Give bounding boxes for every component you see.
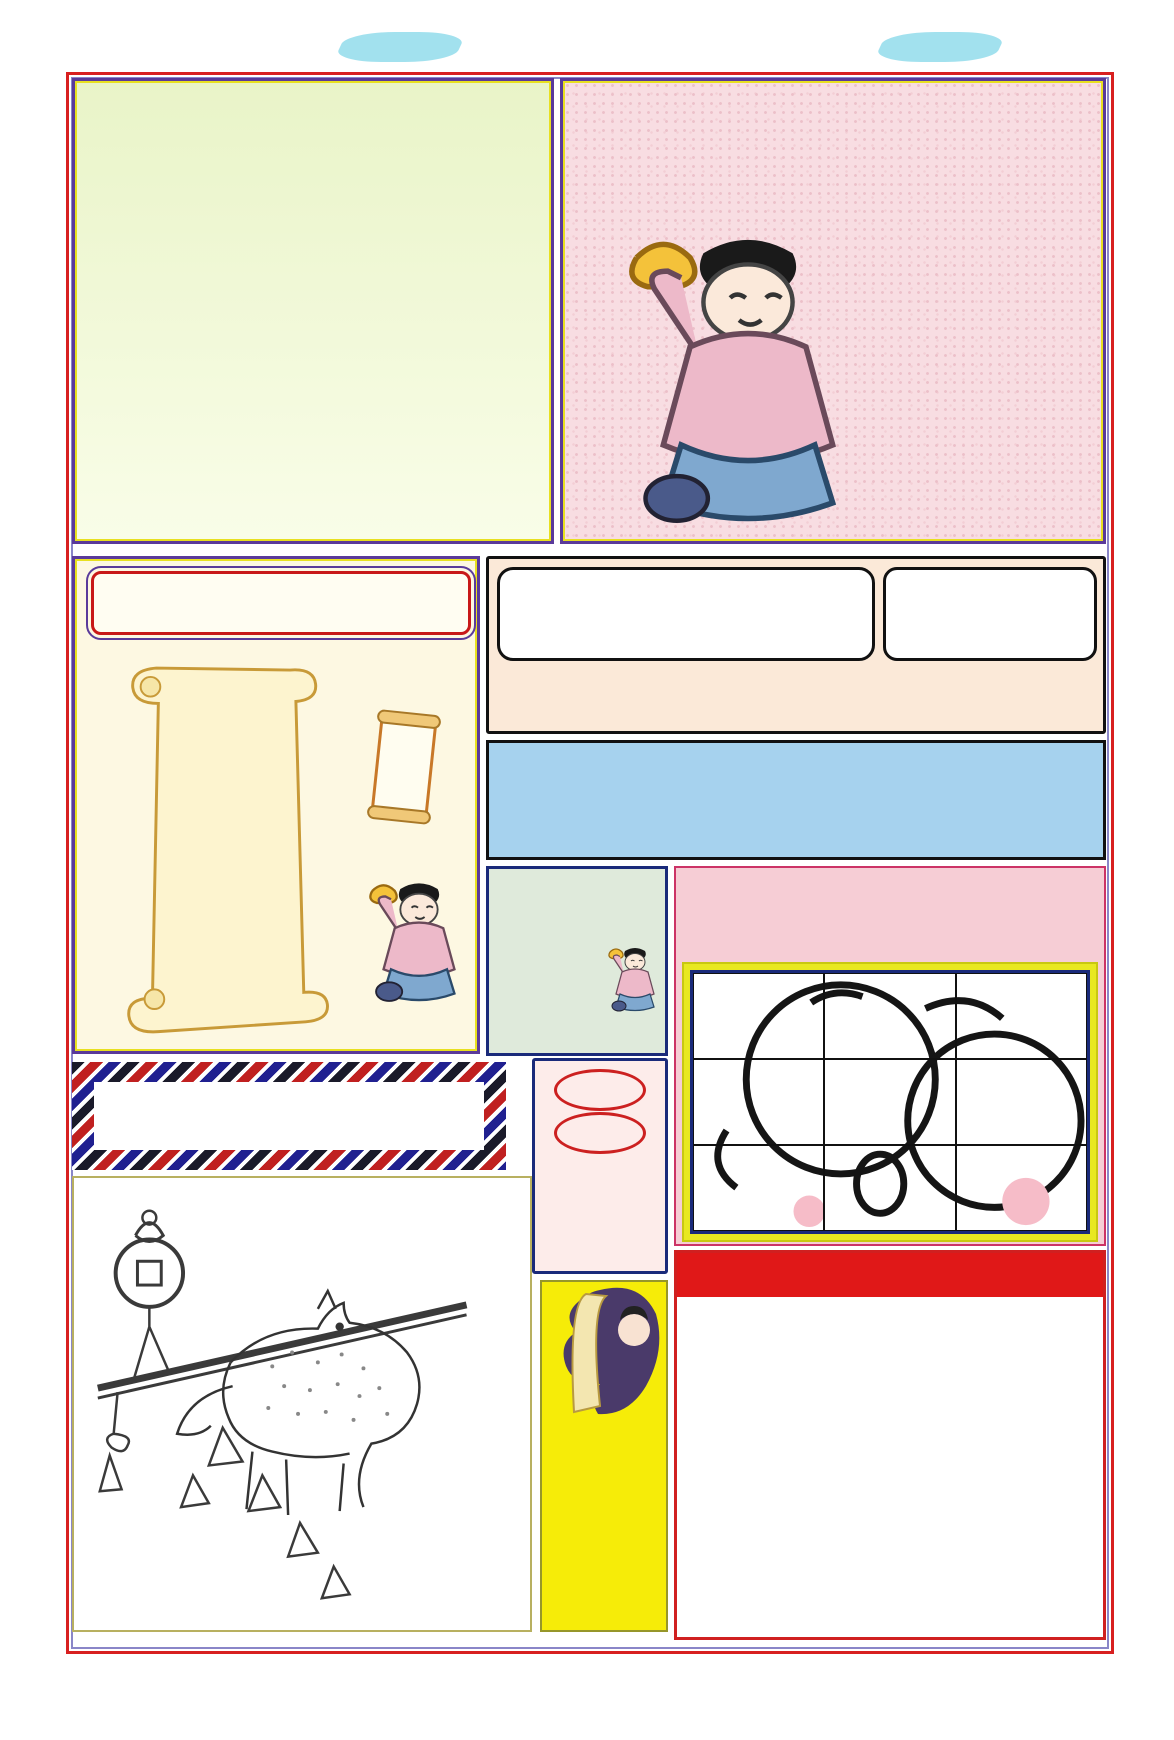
- right-border-strip: [1116, 0, 1172, 1740]
- yellow-poem-lines: [544, 1430, 660, 1628]
- mini-scroll-art: [365, 708, 442, 826]
- left-border-strip: [2, 0, 58, 1740]
- tips-commentary-part1: [375, 119, 543, 533]
- poem-title-frame: [91, 571, 471, 635]
- history-title: [677, 1253, 1103, 1297]
- jinqi-tema-box: [532, 1058, 668, 1274]
- mystery-drawing-box: [72, 1176, 532, 1632]
- yellow-poem-box: [540, 1280, 668, 1632]
- top-decor-row: [66, 30, 1108, 66]
- jinqi-double-oval: [554, 1112, 646, 1154]
- hk-draw-result-panel: [497, 567, 875, 661]
- fortune-boy-illustration-small: [605, 913, 665, 1049]
- steelyard-wolf-art: [74, 1178, 530, 1630]
- zodiac-puzzle: [690, 970, 1090, 1234]
- songma-star-numbers: [491, 903, 615, 1055]
- puzzle-grid-lines: [693, 973, 1087, 1231]
- masthead-box: [560, 78, 1106, 544]
- tema-box: [674, 866, 1106, 1246]
- poem-box: [72, 556, 480, 1054]
- tips-commentary-part2: [85, 293, 377, 535]
- issue-starburst: [983, 293, 1099, 409]
- songma-box: [486, 866, 668, 1056]
- history-results-box: [674, 1250, 1106, 1640]
- special-recommend-box: [486, 740, 1106, 860]
- next-draw-panel: [883, 567, 1097, 661]
- jinqi-big-oval: [554, 1069, 646, 1111]
- trend-table-box: [72, 78, 554, 544]
- poem-lines: [141, 681, 327, 1007]
- draw-result-box: [486, 556, 1106, 734]
- fortune-boy-illustration: [593, 231, 903, 543]
- facai-title: [94, 1082, 484, 1150]
- facai-banner: [72, 1062, 506, 1170]
- banner-boy-art: [542, 1284, 668, 1424]
- fortune-boy-illustration-small: [363, 859, 475, 1031]
- bottom-decor-row: [66, 1652, 1108, 1688]
